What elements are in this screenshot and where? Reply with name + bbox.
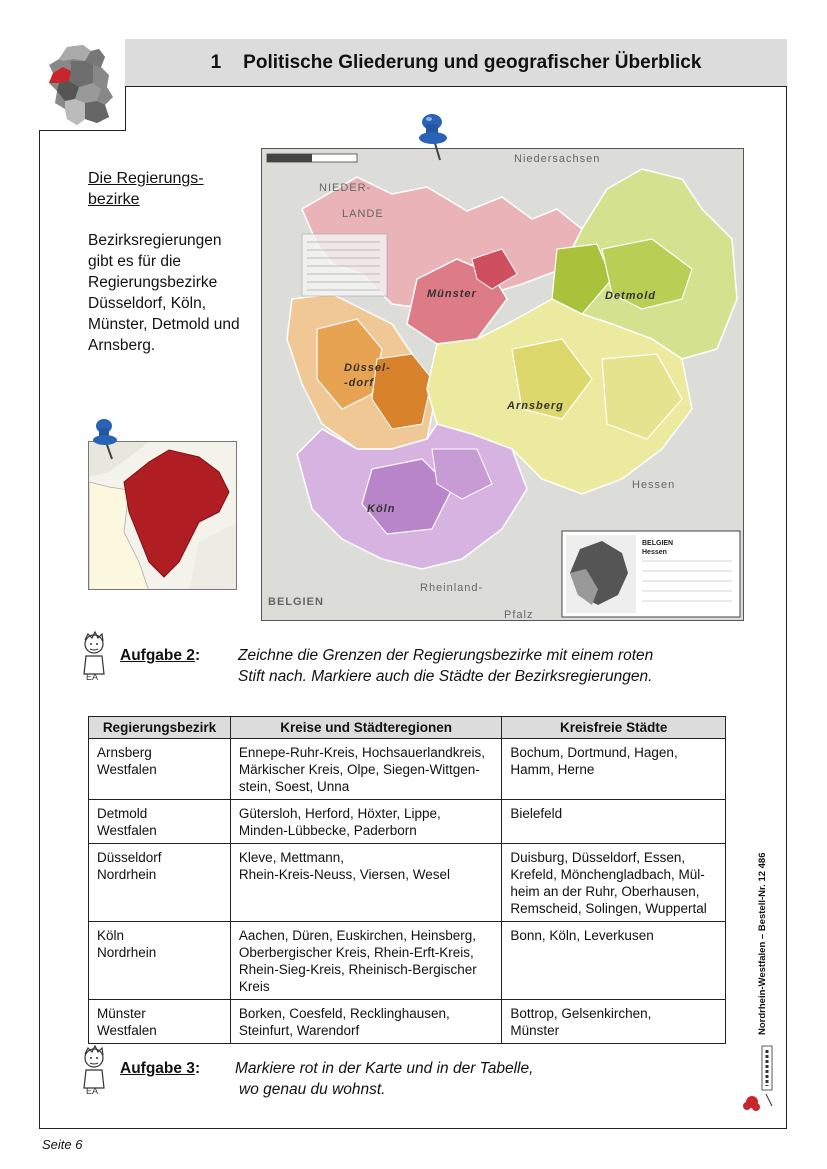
cell-staedte: Bielefeld (502, 800, 726, 844)
task3-text (235, 1058, 533, 1100)
table-header-row (89, 717, 726, 739)
cell-bezirk: Detmold Westfalen (89, 800, 231, 844)
page-header (39, 39, 787, 131)
col-header-staedte: Kreisfreie Städte (502, 717, 726, 739)
cell-staedte: Bonn, Köln, Leverkusen (502, 922, 726, 1000)
side-order-text: Nordrhein-Westfalen – Bestell-Nr. 12 486 (757, 852, 768, 1035)
table-row (89, 739, 726, 800)
label-belgien: BELGIEN (268, 596, 324, 608)
col-header-kreise: Kreise und Städteregionen (230, 717, 501, 739)
page-title (125, 39, 787, 87)
cell-staedte: Bottrop, Gelsenkirchen, Münster (502, 1000, 726, 1044)
regierungsbezirke-table (88, 716, 726, 1044)
label-niedersachsen: Niedersachsen (514, 153, 601, 165)
cell-staedte: Bochum, Dortmund, Hagen, Hamm, Herne (502, 739, 726, 800)
label-detmold: Detmold (605, 290, 656, 302)
task2-colon: : (194, 647, 201, 664)
cell-bezirk: Münster Westfalen (89, 1000, 231, 1044)
inset-legend-line2: Hessen (642, 549, 667, 556)
cell-kreise: Borken, Coesfeld, Recklinghausen, Steinfurt, Warendorf (230, 1000, 501, 1044)
cell-bezirk: Arnsberg Westfalen (89, 739, 231, 800)
intro-heading-text: Die Regierungs- bezirke (88, 170, 204, 208)
label-koeln: Köln (367, 503, 396, 515)
page-number: Seite 6 (42, 1137, 83, 1152)
intro-heading (88, 168, 238, 210)
label-duesseldorf-2: -dorf (344, 377, 375, 389)
table-row (89, 1000, 726, 1044)
cell-staedte: Duisburg, Düsseldorf, Essen, Krefeld, Mönchengladbach, Mül- heim an der Ruhr, Oberhausen, Remscheid, Solingen, Wuppertal (502, 844, 726, 922)
pin-icon (414, 110, 454, 162)
student-icon (76, 1044, 112, 1096)
table-row (89, 800, 726, 844)
cell-kreise: Ennepe-Ruhr-Kreis, Hochsauerlandkreis, Märkischer Kreis, Olpe, Siegen-Wittgen- stein, Soest, Unna (230, 739, 501, 800)
label-arnsberg: Arnsberg (507, 400, 564, 412)
col-header-bezirk: Regierungsbezirk (89, 717, 231, 739)
task2-line1: Zeichne die Grenzen der Regierungsbezirke mit einem roten (238, 647, 654, 664)
svg-text:EA: EA (86, 1086, 99, 1096)
chapter-title: Politische Gliederung und geografischer Überblick (243, 51, 702, 73)
map-legend-box (302, 234, 387, 296)
label-muenster: Münster (427, 288, 477, 300)
label-hessen: Hessen (632, 479, 676, 491)
task3-label-wrap (120, 1058, 200, 1079)
germany-map-logo (39, 39, 126, 131)
task3-colon: : (194, 1060, 201, 1077)
table-row (89, 922, 726, 1000)
pin-icon (90, 416, 124, 460)
map-inset (562, 531, 740, 617)
task3-line2: wo genau du wohnst. (239, 1081, 386, 1098)
cell-bezirk: Köln Nordrhein (89, 922, 231, 1000)
label-pfalz: Pfalz (504, 609, 534, 621)
task3-label: Aufgabe 3 (120, 1060, 195, 1077)
task3-line1: Markiere rot in der Karte und in der Tabelle, (235, 1060, 534, 1077)
student-icon (76, 630, 112, 682)
cell-kreise: Kleve, Mettmann, Rhein-Kreis-Neuss, Viersen, Wesel (230, 844, 501, 922)
nrw-locator-map (88, 441, 237, 590)
table-row (89, 844, 726, 922)
task2-text (238, 645, 653, 687)
cell-kreise: Aachen, Düren, Euskirchen, Heinsberg, Oberbergischer Kreis, Rhein-Erft-Kreis, Rhein-Sieg-Kreis, Rheinisch-Bergischer Kreis (230, 922, 501, 1000)
label-niederlande-1: NIEDER- (319, 182, 372, 194)
task2-line2: Stift nach. Markiere auch die Städte der Bezirksregierungen. (238, 668, 653, 685)
nrw-regierungsbezirke-map (261, 148, 744, 621)
label-rheinland: Rheinland- (420, 582, 484, 594)
inset-legend-line1: BELGIEN (642, 540, 674, 547)
task2-label: Aufgabe 2 (120, 647, 195, 664)
cell-kreise: Gütersloh, Herford, Höxter, Lippe, Minden-Lübbecke, Paderborn (230, 800, 501, 844)
chapter-number: 1 (210, 51, 222, 73)
publisher-logo-icon (742, 1044, 776, 1114)
svg-text:EA: EA (86, 672, 99, 682)
task2-label-wrap (120, 645, 200, 666)
label-niederlande-2: LANDE (342, 208, 384, 220)
cell-bezirk: Düsseldorf Nordrhein (89, 844, 231, 922)
intro-text: Bezirksregierungen gibt es für die Regierungsbezirke Düsseldorf, Köln, Münster, Detmold und Arnsberg. (88, 232, 240, 354)
label-duesseldorf-1: Düssel- (344, 362, 391, 374)
